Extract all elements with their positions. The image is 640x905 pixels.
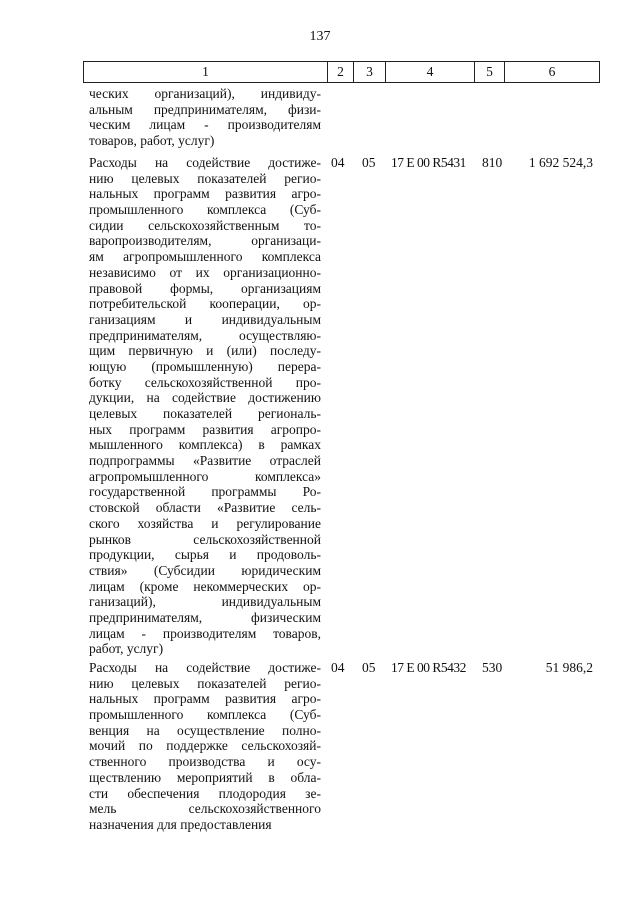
row-2-target-code: 17 Е 00 R5432 bbox=[391, 660, 466, 675]
row-2-section: 04 bbox=[331, 660, 345, 675]
description-line: щим первичную и (или) последу- bbox=[89, 343, 321, 359]
description-line: лицам - производителям товаров, bbox=[89, 625, 321, 641]
description-line: рынков сельскохозяйственной bbox=[89, 531, 321, 547]
description-line: ганизаций), индивидуальным bbox=[89, 594, 321, 610]
row-2-expense-type: 530 bbox=[482, 660, 503, 675]
header-col-3: 3 bbox=[354, 62, 386, 82]
description-line: мель сельскохозяйственного bbox=[89, 801, 321, 817]
description-line: промышленного комплекса (Суб- bbox=[89, 202, 321, 218]
description-line: ных программ развития агропро- bbox=[89, 421, 321, 437]
row-1-description bbox=[89, 155, 321, 657]
description-line: целевых показателей региональ- bbox=[89, 406, 321, 421]
header-col-5: 5 bbox=[475, 62, 505, 82]
description-line: ющую (промышленную) перера- bbox=[89, 358, 321, 374]
description-line: промышленного комплекса (Суб- bbox=[89, 707, 321, 723]
header-col-6: 6 bbox=[548, 64, 556, 79]
page-number: 137 bbox=[309, 29, 331, 44]
description-line: потребительской кооперации, ор- bbox=[89, 296, 321, 312]
description-line: сидии сельскохозяйственным то- bbox=[89, 217, 321, 233]
description-line: ботку сельскохозяйственной про- bbox=[89, 374, 321, 390]
description-line: ям агропромышленного комплекса bbox=[89, 249, 321, 265]
row-2-subsection: 05 bbox=[362, 660, 376, 675]
description-line: венция на осуществление полно- bbox=[89, 722, 321, 738]
description-line: ствия» (Субсидии юридическим bbox=[89, 562, 321, 578]
description-line: ского хозяйства и регулирование bbox=[89, 515, 321, 531]
description-line: назначения для предоставления bbox=[89, 816, 272, 832]
description-line: ществлению мероприятий в обла- bbox=[89, 769, 321, 785]
row-1-section: 04 bbox=[331, 155, 345, 170]
description-line: Расходы на содействие достиже- bbox=[89, 660, 321, 675]
description-line: стовской области «Развитие сель- bbox=[89, 500, 321, 516]
description-line: предпринимателям, осуществляю- bbox=[89, 327, 321, 343]
row-1-target-code: 17 Е 00 R5431 bbox=[391, 155, 466, 170]
header-col-4: 4 bbox=[386, 62, 475, 82]
row-1-expense-type: 810 bbox=[482, 155, 503, 170]
description-line: нальных программ развития агро- bbox=[89, 186, 321, 202]
description-line: ганизациям и индивидуальным bbox=[89, 311, 321, 327]
row-2-description bbox=[89, 660, 321, 833]
description-line: мышленного комплекса) в рамках bbox=[89, 437, 321, 453]
description-line: альным предпринимателям, физи- bbox=[89, 101, 321, 117]
description-line: мочий по поддержке сельскохозяй- bbox=[89, 738, 321, 754]
description-line: агропромышленного комплекса» bbox=[89, 468, 321, 484]
description-line: работ, услуг) bbox=[89, 641, 164, 657]
description-line: сти обеспечения плодородия зе- bbox=[89, 785, 321, 801]
row-1-amount: 1 692 524,3 bbox=[528, 155, 593, 170]
description-line: нию целевых показателей регио- bbox=[89, 170, 321, 186]
row-0-description bbox=[89, 86, 321, 149]
header-col-1: 1 bbox=[84, 62, 328, 82]
description-line: Расходы на содействие достиже- bbox=[89, 155, 321, 170]
row-1-subsection: 05 bbox=[362, 155, 376, 170]
row-2-amount: 51 986,2 bbox=[545, 660, 593, 675]
description-line: продукции, сырья и продоволь- bbox=[89, 547, 321, 563]
description-line: ственного производства и осу- bbox=[89, 754, 321, 770]
description-line: ческим лицам - производителям bbox=[89, 117, 321, 133]
description-line: варопроизводителям, организаци- bbox=[89, 233, 321, 249]
description-line: лицам (кроме некоммерческих ор- bbox=[89, 578, 321, 594]
description-line: подпрограммы «Развитие отраслей bbox=[89, 453, 321, 469]
description-line: товаров, работ, услуг) bbox=[89, 133, 215, 149]
description-line: нальных программ развития агро- bbox=[89, 691, 321, 707]
description-line: государственной программы Ро- bbox=[89, 484, 321, 500]
description-line: дукции, на содействие достижению bbox=[89, 390, 321, 406]
table-header bbox=[83, 61, 600, 83]
description-line: ческих организаций), индивиду- bbox=[89, 86, 321, 101]
description-line: независимо от их организационно- bbox=[89, 264, 321, 280]
description-line: предпринимателям, физическим bbox=[89, 609, 321, 625]
description-line: нию целевых показателей регио- bbox=[89, 675, 321, 691]
header-col-2: 2 bbox=[328, 62, 354, 82]
description-line: правовой формы, организациям bbox=[89, 280, 321, 296]
